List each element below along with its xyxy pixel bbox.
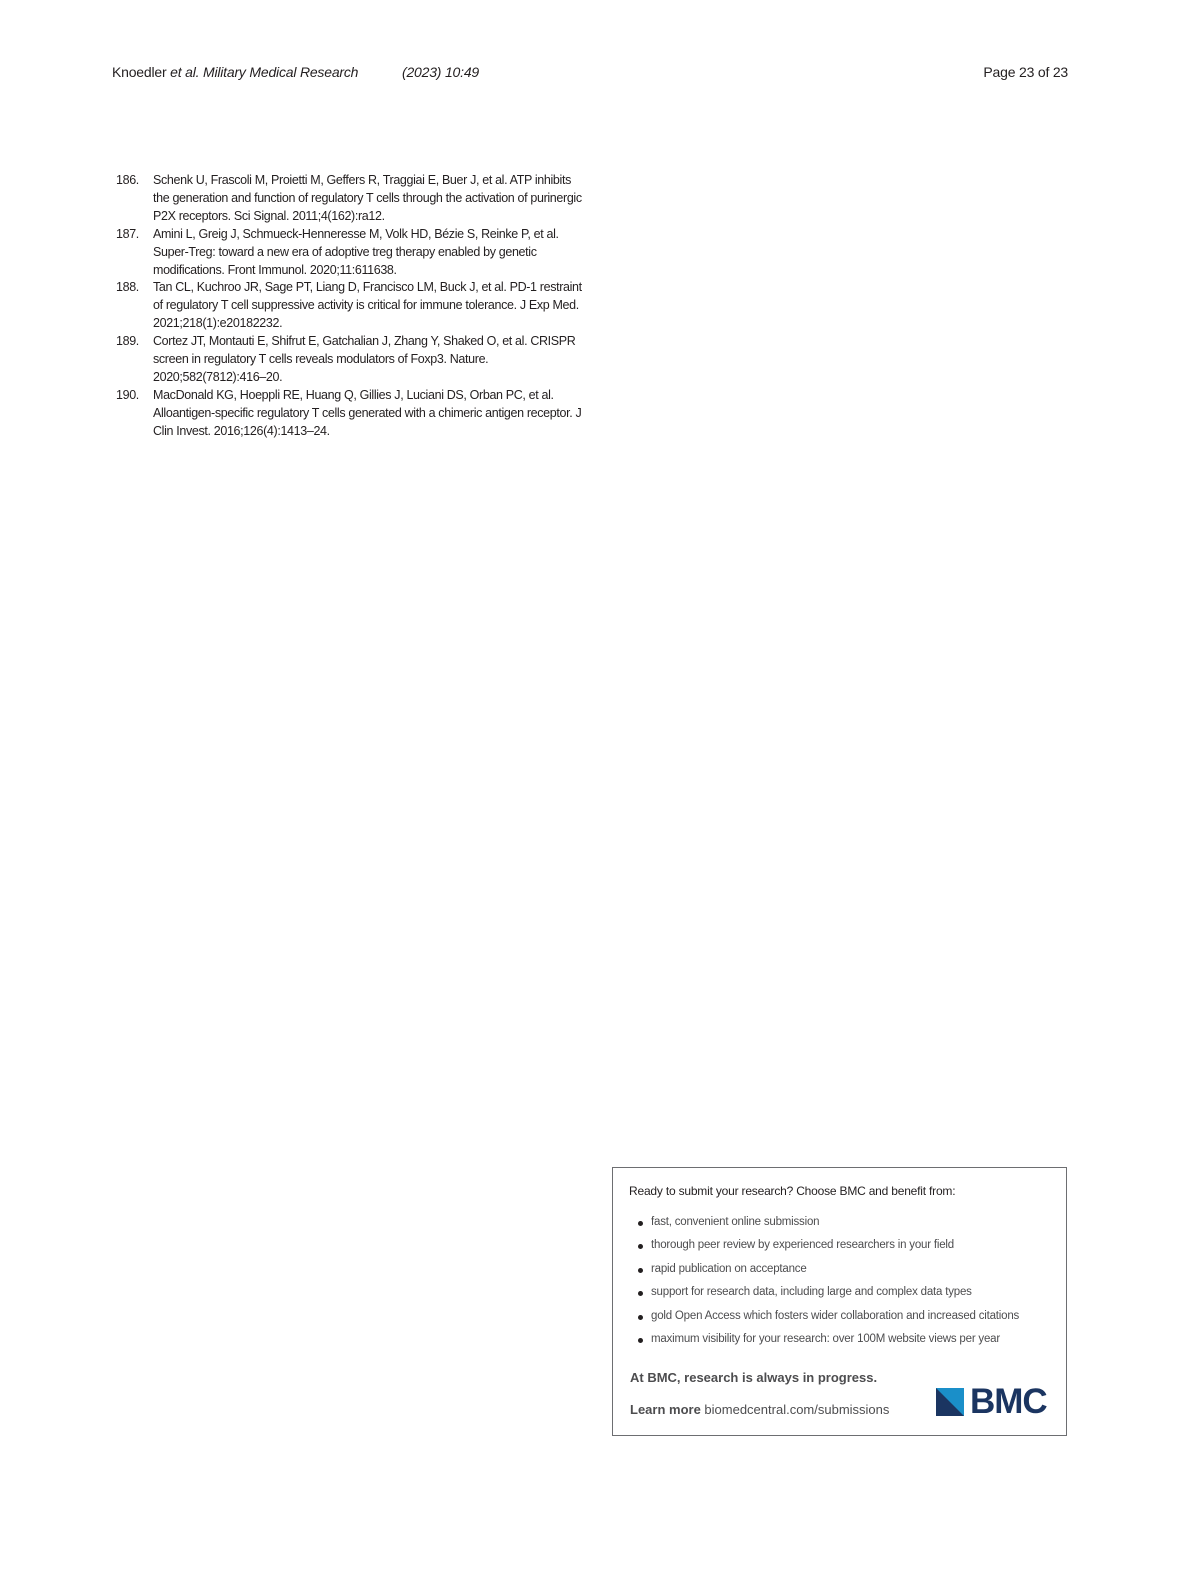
reference-number: 189.	[116, 334, 139, 349]
reference-number: 186.	[116, 173, 139, 187]
submission-heading: Ready to submit your research? Choose BMC and benefit from:	[629, 1184, 956, 1198]
reference-item	[116, 333, 582, 387]
bullet-icon	[638, 1268, 643, 1273]
benefit-item: maximum visibility for your research: over 100M website views per year	[637, 1333, 1019, 1356]
reference-item	[116, 387, 582, 441]
reference-number: 187.	[116, 226, 139, 241]
benefit-item: support for research data, including large and complex data types	[637, 1286, 1019, 1309]
page-number: Page 23 of 23	[983, 64, 1068, 80]
benefit-item: rapid publication on acceptance	[637, 1263, 1019, 1286]
bullet-icon	[638, 1221, 643, 1226]
running-header	[112, 64, 1068, 84]
reference-text: Schenk U, Frascoli M, Proietti M, Geffers R, Traggiai E, Buer J, et al. ATP inhibits the generation and function of regulatory T cells through the activation of purinergic P2X receptors. Sci Signal. 2011;4(162):ra12.	[153, 173, 582, 223]
reference-number: 188.	[116, 280, 139, 295]
bmc-logo-mark-icon	[936, 1388, 964, 1416]
benefit-item: thorough peer review by experienced researchers in your field	[637, 1239, 1019, 1262]
bmc-logo	[936, 1382, 1056, 1421]
benefit-item: gold Open Access which fosters wider collaboration and increased citations	[637, 1310, 1019, 1333]
reference-text: Tan CL, Kuchroo JR, Sage PT, Liang D, Francisco LM, Buck J, et al. PD-1 restraint of regulatory T cell suppressive activity is critical for immune tolerance. J Exp Med. 2021;218(1):e20182232.	[153, 280, 582, 331]
reference-text: Cortez JT, Montauti E, Shifrut E, Gatchalian J, Zhang Y, Shaked O, et al. CRISPR screen in regulatory T cells reveals modulators of Foxp3. Nature. 2020;582(7812):416–20.	[153, 334, 576, 384]
learn-more-url: biomedcentral.com/submissions	[700, 1402, 890, 1417]
bullet-icon	[638, 1244, 643, 1249]
bullet-icon	[638, 1291, 643, 1296]
benefit-list	[637, 1216, 1019, 1356]
reference-item	[116, 226, 582, 280]
reference-item	[116, 279, 582, 333]
header-year: (2023) 10:49	[402, 64, 479, 80]
benefit-item: fast, convenient online submission	[637, 1216, 1019, 1239]
header-et-al: et al.	[170, 64, 200, 80]
bmc-submission-box	[612, 1167, 1067, 1436]
learn-more-link[interactable]	[630, 1402, 889, 1417]
reference-text: Amini L, Greig J, Schmueck-Henneresse M, Volk HD, Bézie S, Reinke P, et al. Super-Treg: toward a new era of adoptive treg therapy enabled by genetic modifications. Front Immunol. 2020;11:611638.	[153, 226, 559, 277]
learn-more-label: Learn more	[630, 1402, 701, 1417]
header-citation: Knoedler et al. Military Medical Research	[112, 64, 359, 80]
reference-list	[116, 172, 582, 441]
bullet-icon	[638, 1315, 643, 1320]
reference-item	[116, 172, 582, 226]
bmc-logo-text: BMC	[970, 1382, 1047, 1421]
reference-number: 190.	[116, 387, 139, 402]
header-journal: Military Medical Research	[199, 64, 359, 80]
tagline: At BMC, research is always in progress.	[630, 1370, 878, 1385]
bullet-icon	[638, 1338, 643, 1343]
reference-text: MacDonald KG, Hoeppli RE, Huang Q, Gillies J, Luciani DS, Orban PC, et al. Alloantigen-specific regulatory T cells generated with a chimeric antigen receptor. J Clin Invest. 2016;126(4):1413–24.	[153, 387, 582, 438]
